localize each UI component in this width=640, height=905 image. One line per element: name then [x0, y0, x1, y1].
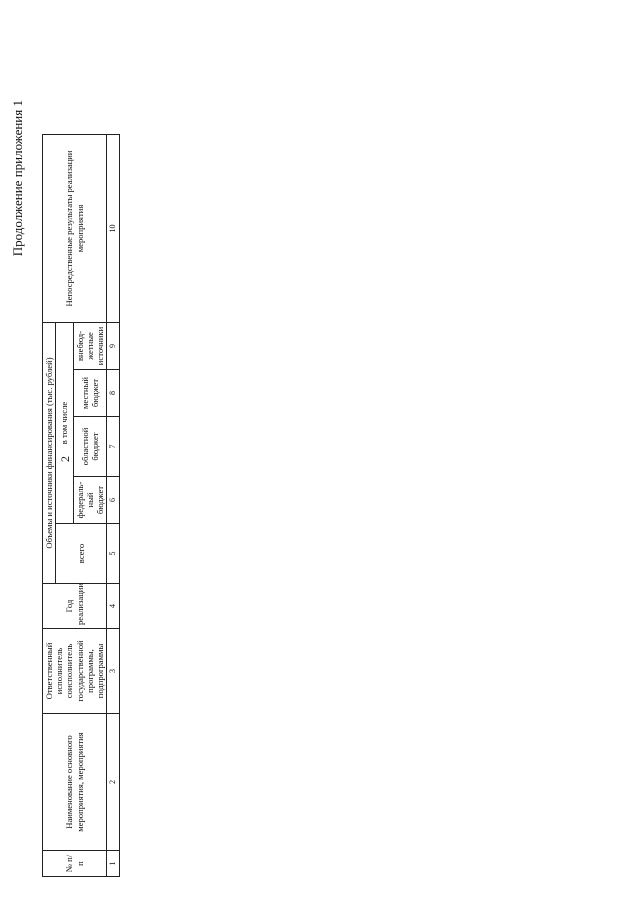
index-cell: 4: [107, 584, 120, 629]
header-name: Наименование основного мероприятия, мероприятия: [43, 714, 107, 851]
index-cell: 9: [107, 322, 120, 369]
index-cell: 10: [107, 134, 120, 322]
index-cell: 3: [107, 629, 120, 714]
page-number: 2: [58, 456, 72, 462]
index-cell: 7: [107, 417, 120, 477]
header-executor: Ответственный исполнитель соисполнитель государственной программы, подпрограммы: [43, 629, 107, 714]
header-incl: в том числе: [56, 322, 73, 523]
index-cell: 5: [107, 524, 120, 584]
header-ext: внебюд-жетные источники: [73, 322, 107, 369]
funding-table: [42, 134, 120, 877]
header-fed: федераль-ный бюджет: [73, 477, 107, 524]
header-reg: областной бюджет: [73, 417, 107, 477]
header-row-1: [43, 134, 56, 876]
header-funding: Объемы и источники финансирования (тыс. рублей): [43, 322, 56, 583]
index-cell: 6: [107, 477, 120, 524]
index-row: [107, 134, 120, 876]
header-year: Год реализации: [43, 584, 107, 629]
index-cell: 1: [107, 851, 120, 877]
index-cell: 2: [107, 714, 120, 851]
appendix-label: Продолжение приложения 1: [10, 100, 25, 257]
header-results: Непосредственные результаты реализации мероприятия: [43, 134, 107, 322]
header-loc: местный бюджет: [73, 370, 107, 417]
index-cell: 8: [107, 370, 120, 417]
header-num: № п/п: [43, 851, 107, 877]
header-total: всего: [56, 524, 107, 584]
